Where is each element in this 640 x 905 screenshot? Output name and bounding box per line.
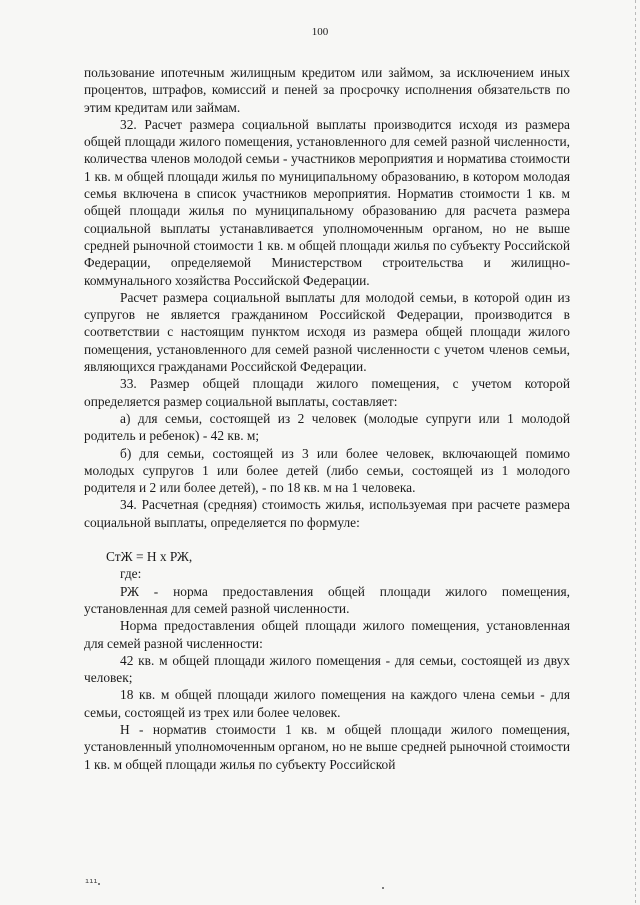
footer-mark: ııı bbox=[85, 877, 98, 885]
document-body bbox=[84, 64, 570, 773]
formula-where: где: bbox=[120, 566, 142, 582]
paragraph-item-33: 33. Размер общей площади жилого помещения, с учетом которой определяется размер социальной выплаты, составляет: bbox=[84, 376, 570, 409]
paragraph-continuation: пользование ипотечным жилищным кредитом или займом, за исключением иных процентов, штрафов, комиссий и пеней за просрочку исполнения обязательств по этим кредитам или займам. bbox=[84, 65, 570, 115]
paragraph-norm-18: 18 кв. м общей площади жилого помещения на каждого члена семьи - для семьи, состоящей из трех или более человек. bbox=[84, 687, 570, 720]
paragraph-item-34: 34. Расчетная (средняя) стоимость жилья, используемая при расчете размера социальной выплаты, определяется по формуле: bbox=[84, 497, 570, 530]
formula: СтЖ = Н х РЖ, bbox=[106, 549, 193, 565]
paragraph-n-definition: Н - норматив стоимости 1 кв. м общей площади жилого помещения, установленный уполномоченным органом, но не выше средней рыночной стоимости 1 кв. м общей площади жилья по субъекту Российской bbox=[84, 721, 570, 772]
paragraph-norm-heading: Норма предоставления общей площади жилого помещения, установленная для семей разной численности: bbox=[84, 618, 570, 651]
scan-dot bbox=[98, 883, 100, 885]
paragraph-item-33b: б) для семьи, состоящей из 3 или более человек, включающей помимо молодых супругов 1 или более детей (либо семьи, состоящей из 1 молодого родителя и 2 или более детей), - по 18 кв. м на 1 человека. bbox=[84, 445, 570, 496]
paragraph-norm-42: 42 кв. м общей площади жилого помещения - для семьи, состоящей из двух человек; bbox=[84, 652, 570, 686]
scan-dot bbox=[382, 887, 384, 889]
scan-edge bbox=[635, 0, 636, 905]
paragraph-item-32: 32. Расчет размера социальной выплаты производится исходя из размера общей площади жилого помещения, установленного для семей разной численности, количества членов молодой семьи - участников мероприятия и норматива стоимости 1 кв. м общей площади жилья по муниципальному образованию, в котором молодая семья включена в список участников мероприятия. Норматив стоимости 1 кв. м общей площади жилья по муниципальному образованию для расчета размера социальной выплаты устанавливается уполномоченным органом, но не выше средней рыночной стоимости 1 кв. м общей площади жилья по субъекту Российской Федерации, определяемой Министерством строительства и жилищно-коммунального хозяйства Российской Федерации. bbox=[84, 116, 570, 288]
paragraph-foreign-spouse: Расчет размера социальной выплаты для молодой семьи, в которой один из супругов не является гражданином Российской Федерации, производится в соответствии с настоящим пунктом исходя из размера общей площади жилого помещения, установленного для семей разной численности с учетом членов семьи, являющихся гражданами Российской Федерации. bbox=[84, 289, 570, 375]
paragraph-rzh-definition: РЖ - норма предоставления общей площади жилого помещения, установленная для семей разной численности. bbox=[84, 583, 570, 616]
page-number: 100 bbox=[311, 26, 329, 38]
paragraph-item-33a: а) для семьи, состоящей из 2 человек (молодые супруги или 1 молодой родитель и ребенок) - 42 кв. м; bbox=[84, 410, 570, 444]
